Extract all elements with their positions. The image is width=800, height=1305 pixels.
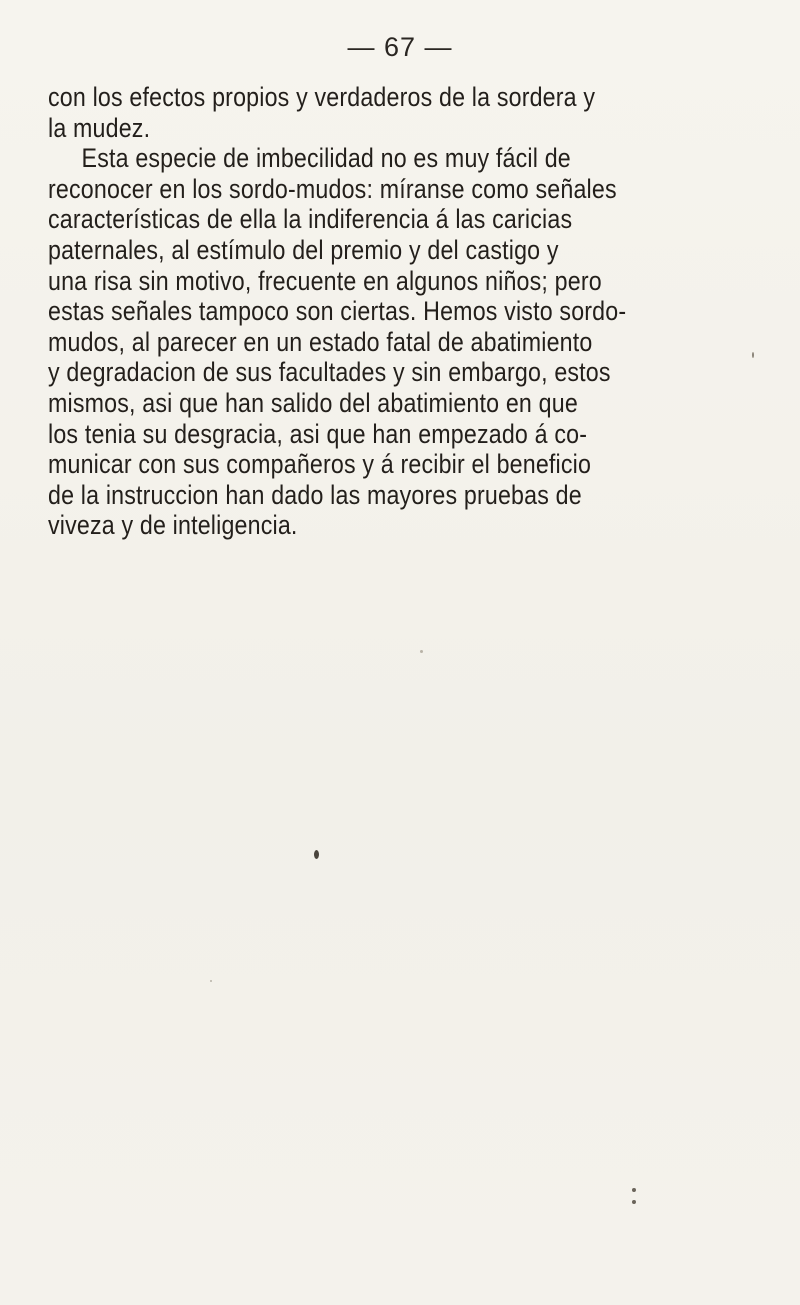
text-line: los tenia su desgracia, asi que han empezado á co-: [48, 418, 588, 449]
paper-speck: [314, 850, 319, 859]
paper-speck: [632, 1200, 636, 1204]
paper-speck: [210, 980, 212, 982]
paper-speck: [420, 650, 423, 653]
text-line: una risa sin motivo, frecuente en algunos niños; pero: [48, 265, 602, 296]
text-line: municar con sus compañeros y á recibir el beneficio: [48, 449, 592, 480]
paper-speck: [752, 352, 754, 358]
text-line: Esta especie de imbecilidad no es muy fácil de: [81, 143, 571, 174]
text-line: la mudez.: [48, 112, 151, 143]
page-number: — 67 —: [347, 32, 453, 62]
text-line: de la instruccion han dado las mayores pruebas de: [48, 479, 582, 510]
text-line: estas señales tampoco son ciertas. Hemos visto sordo-: [48, 296, 627, 327]
body-text: [48, 82, 627, 541]
text-line: y degradacion de sus facultades y sin embargo, estos: [48, 357, 611, 388]
paper-speck: [632, 1188, 636, 1192]
text-line: mismos, asi que han salido del abatimiento en que: [48, 387, 578, 418]
text-line: características de ella la indiferencia á las caricias: [48, 204, 573, 235]
text-line: mudos, al parecer en un estado fatal de abatimiento: [48, 326, 593, 357]
text-line: viveza y de inteligencia.: [48, 510, 298, 541]
text-line: reconocer en los sordo-mudos: míranse como señales: [48, 173, 617, 204]
text-line: con los efectos propios y verdaderos de la sordera y: [48, 82, 596, 112]
text-line: paternales, al estímulo del premio y del castigo y: [48, 234, 559, 265]
